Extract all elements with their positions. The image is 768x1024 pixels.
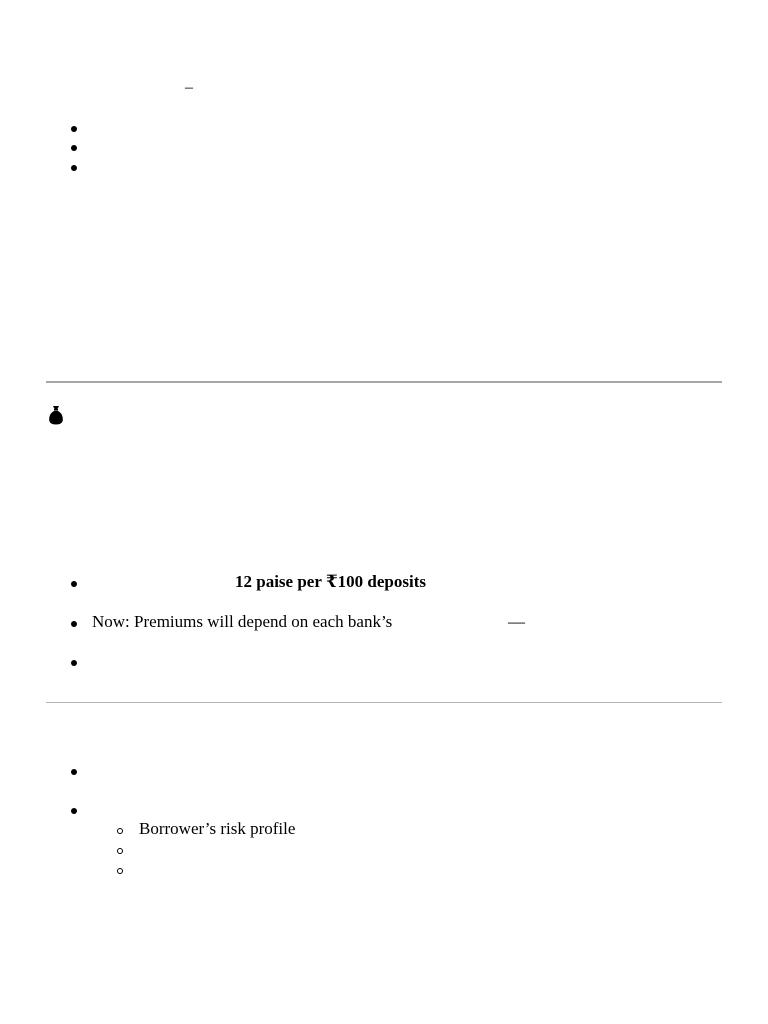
top-bullet-1 — [71, 126, 77, 132]
premium-change-text: Now: Premiums will depend on each bank’s — [92, 612, 393, 631]
mid-bullet-2 — [71, 621, 77, 627]
premium-change-dash: — — [508, 612, 525, 631]
sub-bullet-1 — [117, 828, 123, 834]
borrower-risk-profile-text: Borrower’s risk profile — [139, 819, 296, 838]
sub-bullet-3 — [117, 868, 123, 874]
top-bullet-3 — [71, 165, 77, 171]
top-bullet-2 — [71, 145, 77, 151]
mid-bullet-3 — [71, 660, 77, 666]
section-divider-2 — [46, 702, 722, 703]
sub-bullet-2 — [117, 848, 123, 854]
bottom-bullet-1 — [71, 769, 77, 775]
bottom-bullet-2 — [71, 808, 77, 814]
mid-bullet-1 — [71, 581, 77, 587]
money-bag-icon — [48, 405, 64, 425]
top-dash: – — [185, 79, 193, 96]
section-divider-1 — [46, 381, 722, 383]
premium-rate-text: 12 paise per ₹100 deposits — [235, 572, 426, 591]
